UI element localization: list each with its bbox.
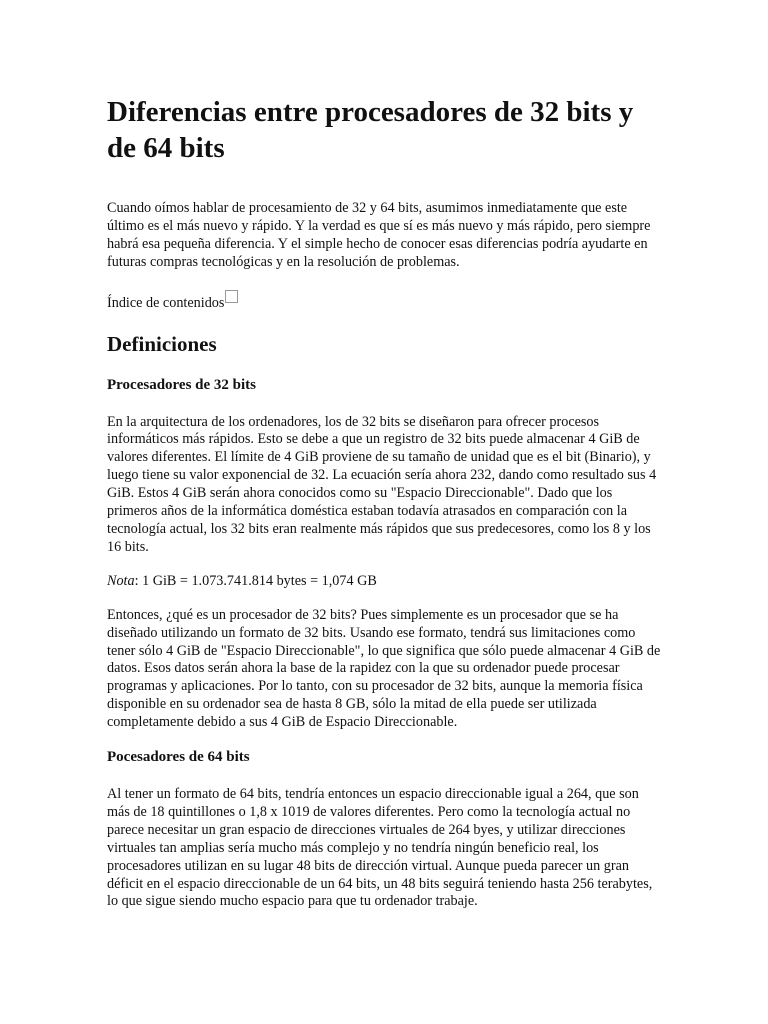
toc-toggle-icon[interactable]: [225, 290, 238, 303]
note-text: : 1 GiB = 1.073.741.814 bytes = 1,074 GB: [134, 572, 377, 589]
table-of-contents[interactable]: [107, 295, 663, 313]
section-heading-definitions: Definiciones: [107, 331, 217, 356]
paragraph-32-bit-intro: En la arquitectura de los ordenadores, los de 32 bits se diseñaron para ofrecer procesos informáticos más rápidos. Esto se debe a que un registro de 32 bits puede almacenar 4 GiB de valores diferentes. El límite de 4 GiB proviene de su tamaño de unidad que es el bit (Binario), y luego tiene su valor exponencial de 32. La ecuación sería ahora 232, dando como resultado sus 4 GiB. Estos 4 GiB serán ahora conocidos como su "Espacio Direccionable". Dado que los primeros años de la informática doméstica estaban todavía atrasados en comparación con la tecnología actual, los 32 bits eran realmente más rápidos que sus predecesores, como los 8 y los 16 bits.: [107, 413, 657, 555]
note-paragraph: [107, 573, 663, 591]
page-title: Diferencias entre procesadores de 32 bits y de 64 bits: [107, 96, 634, 164]
paragraph-32-bit-detail: Entonces, ¿qué es un procesador de 32 bits? Pues simplemente es un procesador que se ha diseñado utilizando un formato de 32 bits. Usando ese formato, tendrá sus limitaciones como tener sólo 4 GiB de "Espacio Direccionable", lo que significa que sólo puede almacenar 4 GiB de datos. Esos datos serán ahora la base de la rapidez con la que su ordenador puede procesar programas y aplicaciones. Por lo tanto, con su procesador de 32 bits, aunque la memoria física disponible en su ordenador sea de hasta 8 GB, sólo la mitad de ella puede ser utilizada completamente debido a sus 4 GiB de Espacio Direccionable.: [107, 606, 661, 731]
subheading-32-bit: Procesadores de 32 bits: [107, 376, 257, 393]
document-page: [107, 94, 663, 927]
note-label: Nota: [107, 572, 135, 589]
toc-label[interactable]: Índice de contenidos: [107, 294, 225, 311]
intro-paragraph: Cuando oímos hablar de procesamiento de 32 y 64 bits, asumimos inmediatamente que este último es el más nuevo y rápido. Y la verdad es que sí es más nuevo y más rápido, pero siempre habrá esa pequeña diferencia. Y el simple hecho de conocer esas diferencias podría ayudarte en futuras compras tecnológicas y en la resolución de problemas.: [107, 200, 651, 270]
paragraph-64-bit: Al tener un formato de 64 bits, tendría entonces un espacio direccionable igual a 264, que son más de 18 quintillones o 1,8 x 1019 de valores diferentes. Pero como la tecnología actual no parece necesitar un gran espacio de direcciones virtuales de 264 byes, y utilizar direcciones virtuales tan amplias sería mucho más complejo y no tendría ningún beneficio real, los procesadores utilizan en su lugar 48 bits de dirección virtual. Aunque pueda parecer un gran déficit en el espacio direccionable de un 64 bits, un 48 bits seguirá teniendo hasta 256 terabytes, lo que sigue siendo mucho espacio para que tu ordenador trabaje.: [107, 786, 653, 910]
subheading-64-bit: Pocesadores de 64 bits: [107, 749, 250, 766]
